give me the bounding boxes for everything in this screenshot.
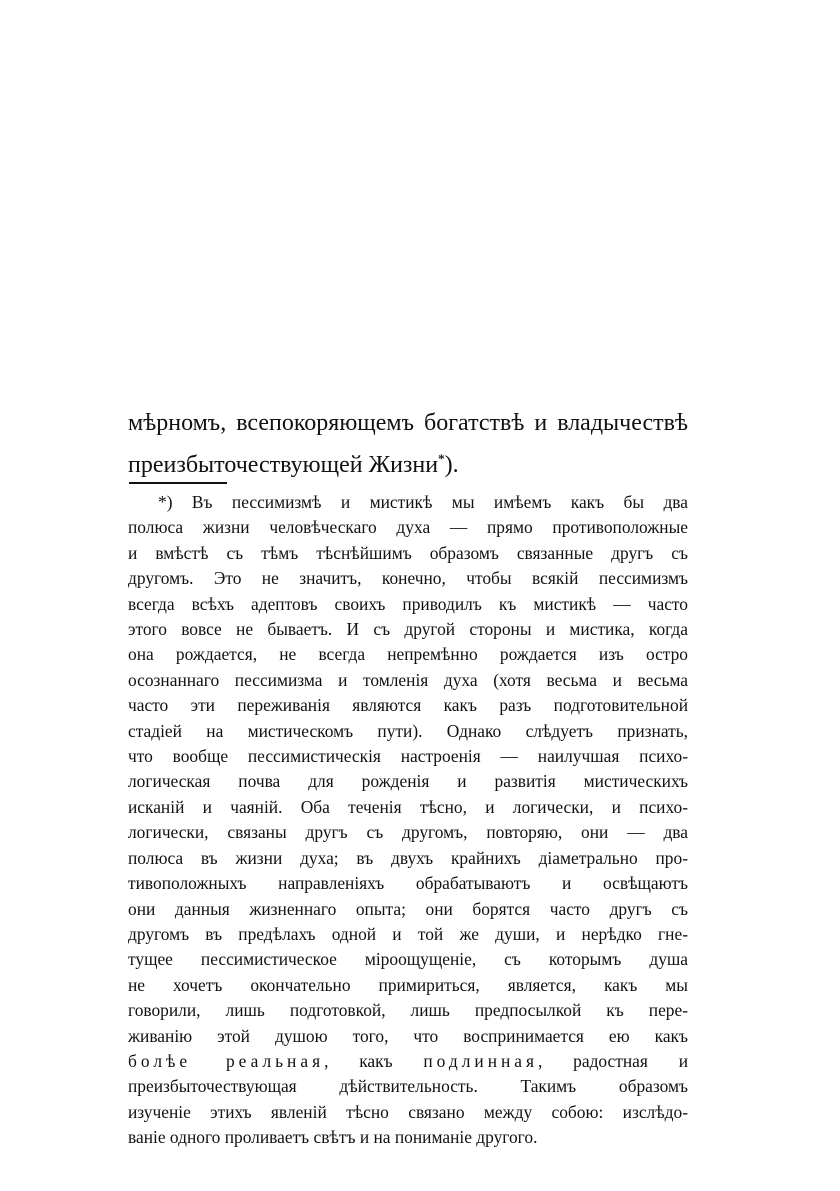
- footnote-line: исканій и чаяній. Оба теченія тѣсно, и логически, и психо-: [128, 796, 688, 817]
- footnote-line: она рождается, не всегда непремѣнно рождается изъ остро: [128, 644, 688, 665]
- footnote-line: полюса жизни человѣческаго духа — прямо противоположные: [128, 517, 688, 538]
- footnote-line: осознаннаго пессимизма и томленія духа (хотя весьма и весьма: [128, 669, 688, 690]
- footnote-line: [128, 490, 688, 515]
- emphasized-text: болѣе реальная: [128, 1050, 325, 1071]
- footnote-reference[interactable]: *: [438, 451, 445, 466]
- footnote-line: тивоположныхъ направленіяхъ обрабатываютъ и освѣщаютъ: [128, 873, 688, 894]
- footnote-line: ваніе одного проливаетъ свѣтъ и на пониманіе другого.: [128, 1127, 538, 1148]
- footnote-line: другомъ. Это не значитъ, конечно, чтобы всякій пессимизмъ: [128, 568, 688, 589]
- footnote-marker: *): [158, 492, 173, 512]
- main-text-line: [128, 441, 688, 483]
- footnote-line: что вообще пессимистическія настроенія — наилучшая психо-: [128, 746, 688, 767]
- footnote-line: изученіе этихъ явленій тѣсно связано между собою: изслѣдо-: [128, 1101, 688, 1122]
- footnote-line: они данныя жизненнаго опыта; они борятся часто другъ съ: [128, 898, 688, 919]
- main-text-line: мѣрномъ, всепокоряющемъ богатствѣ и владычествѣ: [128, 410, 688, 436]
- footnote-line: и вмѣстѣ съ тѣмъ тѣснѣйшимъ образомъ связанные другъ съ: [128, 542, 688, 563]
- footnote-line: другомъ въ предѣлахъ одной и той же души, и нерѣдко гне-: [128, 923, 688, 944]
- footnote-line: тущее пессимистическое міроощущеніе, съ которымъ душа: [128, 949, 688, 970]
- footnote-line: этого вовсе не бываетъ. И съ другой стороны и мистика, когда: [128, 619, 688, 640]
- footnote-line: логическая почва для рожденія и развитія мистическихъ: [128, 771, 688, 792]
- emphasized-text: подлинная: [423, 1050, 539, 1071]
- footnote-line-text: , какъ: [324, 1050, 424, 1071]
- footnote-line: [128, 1049, 688, 1074]
- footnote-divider: [129, 482, 227, 484]
- footnote-line: часто эти переживанія являются какъ разъ подготовительной: [128, 695, 688, 716]
- footnote-line: живанію этой душою того, что воспринимается ею какъ: [128, 1025, 688, 1046]
- footnote-line: всегда всѣхъ адептовъ своихъ приводилъ къ мистикѣ — часто: [128, 593, 688, 614]
- main-text-closing: ).: [444, 452, 459, 478]
- main-text-line-content: преизбыточествующей Жизни: [128, 452, 439, 478]
- main-text: [128, 405, 688, 483]
- footnote-line: полюса въ жизни духа; въ двухъ крайнихъ діаметрально про-: [128, 847, 688, 868]
- footnote-line: преизбыточествующая дѣйствительность. Такимъ образомъ: [128, 1076, 688, 1097]
- footnote-line: не хочетъ окончательно примириться, является, какъ мы: [128, 974, 688, 995]
- footnote-line: говорили, лишь подготовкой, лишь предпосылкой къ пере-: [128, 1000, 688, 1021]
- footnote-line-text: Въ пессимизмѣ и мистикѣ мы имѣемъ какъ бы два: [191, 492, 688, 512]
- footnote: [128, 490, 688, 1151]
- footnote-line: стадіей на мистическомъ пути). Однако слѣдуетъ признать,: [128, 720, 688, 741]
- footnote-line: логически, связаны другъ съ другомъ, повторяю, они — два: [128, 822, 688, 843]
- footnote-line-text: , радостная и: [538, 1050, 688, 1071]
